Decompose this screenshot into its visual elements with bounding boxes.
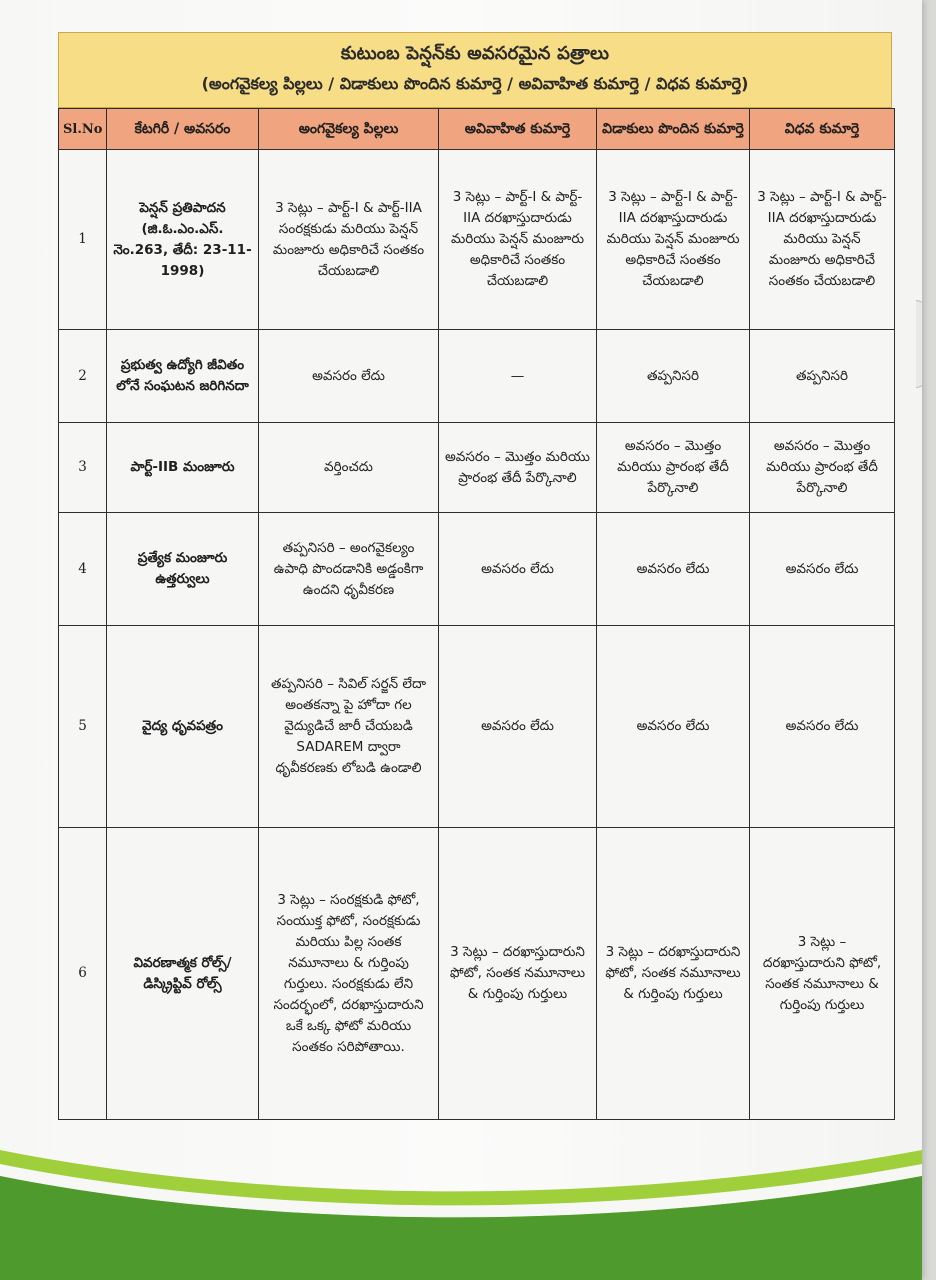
row-slno: 6 [59,828,107,1120]
cell-disabled: 3 సెట్లు – పార్ట్-I & పార్ట్-IIA సంరక్షకుడు మరియు పెన్షన్ మంజూరు అధికారిచే సంతకం చేయబడాలి [259,150,439,330]
cell-widowed: తప్పనిసరి [750,330,895,423]
footer-green-wave [0,1130,922,1280]
cell-divorced: అవసరం – మొత్తం మరియు ప్రారంభ తేదీ పేర్కొనాలి [597,423,750,513]
header-divorced-daughter: విడాకులు పొందిన కుమార్తె [597,109,750,150]
page-edge-notch [916,300,922,388]
cell-widowed: 3 సెట్లు – దరఖాస్తుదారుని ఫోటో, సంతక నమూనాలు & గుర్తింపు గుర్తులు [750,828,895,1120]
row-category: వైద్య ధృవపత్రం [107,626,259,828]
header-unmarried-daughter: అవివాహిత కుమార్తె [439,109,597,150]
title-banner [58,32,892,108]
cell-divorced: అవసరం లేదు [597,626,750,828]
header-widowed-daughter: విధవ కుమార్తె [750,109,895,150]
row-category: పెన్షన్ ప్రతిపాదన (జి.ఓ.ఎం.ఎస్. నెం.263, తేదీ: 23-11-1998) [107,150,259,330]
row-slno: 3 [59,423,107,513]
cell-disabled: తప్పనిసరి – అంగవైకల్యం ఉపాధి పొందడానికి అడ్డంకిగా ఉందని ధృవీకరణ [259,513,439,626]
table-row [59,150,895,330]
row-slno: 5 [59,626,107,828]
cell-unmarried: 3 సెట్లు – పార్ట్-I & పార్ట్-IIA దరఖాస్తుదారుడు మరియు పెన్షన్ మంజూరు అధికారిచే సంతకం చేయబడాలి [439,150,597,330]
table-header-row [59,109,895,150]
cell-disabled: వర్తించదు [259,423,439,513]
cell-widowed: అవసరం – మొత్తం మరియు ప్రారంభ తేదీ పేర్కొనాలి [750,423,895,513]
header-slno: Sl.No [59,109,107,150]
row-category: వివరణాత్మక రోల్స్/ డిస్క్రిప్టివ్ రోల్స్ [107,828,259,1120]
cell-disabled: 3 సెట్లు – సంరక్షకుడి ఫోటో, సంయుక్త ఫోటో, సంరక్షకుడు మరియు పిల్ల సంతక నమూనాలు & గుర్తింపు గుర్తులు. సంరక్షకుడు లేని సందర్భంలో, దరఖాస్తుదారుని ఒకే ఒక్క ఫోటో మరియు సంతకం సరిపోతాయి. [259,828,439,1120]
page-title: కుటుంబ పెన్షన్‌కు అవసరమైన పత్రాలు [340,43,610,64]
cell-disabled: అవసరం లేదు [259,330,439,423]
table-row [59,423,895,513]
cell-widowed: అవసరం లేదు [750,626,895,828]
cell-unmarried: అవసరం లేదు [439,626,597,828]
table-row [59,513,895,626]
cell-unmarried: అవసరం లేదు [439,513,597,626]
header-disabled-children: అంగవైకల్య పిల్లలు [259,109,439,150]
cell-widowed: 3 సెట్లు – పార్ట్-I & పార్ట్-IIA దరఖాస్తుదారుడు మరియు పెన్షన్ మంజూరు అధికారిచే సంతకం చేయబడాలి [750,150,895,330]
cell-divorced: అవసరం లేదు [597,513,750,626]
cell-divorced: 3 సెట్లు – దరఖాస్తుదారుని ఫోటో, సంతక నమూనాలు & గుర్తింపు గుర్తులు [597,828,750,1120]
cell-unmarried: అవసరం – మొత్తం మరియు ప్రారంభ తేదీ పేర్కొనాలి [439,423,597,513]
cell-unmarried: 3 సెట్లు – దరఖాస్తుదారుని ఫోటో, సంతక నమూనాలు & గుర్తింపు గుర్తులు [439,828,597,1120]
page-subtitle: (అంగవైకల్య పిల్లలు / విడాకులు పొందిన కుమార్తె / అవివాహిత కుమార్తె / విధవ కుమార్తె) [201,74,749,93]
cell-disabled: తప్పనిసరి – సివిల్ సర్జన్ లేదా అంతకన్నా పై హోదా గల వైద్యుడిచే జారీ చేయబడి SADAREM ద్వారా ధృవీకరణకు లోబడి ఉండాలి [259,626,439,828]
table-row [59,828,895,1120]
cell-divorced: 3 సెట్లు – పార్ట్-I & పార్ట్-IIA దరఖాస్తుదారుడు మరియు పెన్షన్ మంజూరు అధికారిచే సంతకం చేయబడాలి [597,150,750,330]
requirements-table [58,108,895,1120]
row-category: పార్ట్-IIB మంజూరు [107,423,259,513]
cell-widowed: అవసరం లేదు [750,513,895,626]
cell-divorced: తప్పనిసరి [597,330,750,423]
row-slno: 2 [59,330,107,423]
table-row [59,330,895,423]
row-category: ప్రభుత్వ ఉద్యోగి జీవితం లోనే సంఘటన జరిగినదా [107,330,259,423]
header-category: కేటగిరీ / అవసరం [107,109,259,150]
row-category: ప్రత్యేక మంజూరు ఉత్తర్వులు [107,513,259,626]
table-row [59,626,895,828]
row-slno: 4 [59,513,107,626]
cell-unmarried: — [439,330,597,423]
row-slno: 1 [59,150,107,330]
